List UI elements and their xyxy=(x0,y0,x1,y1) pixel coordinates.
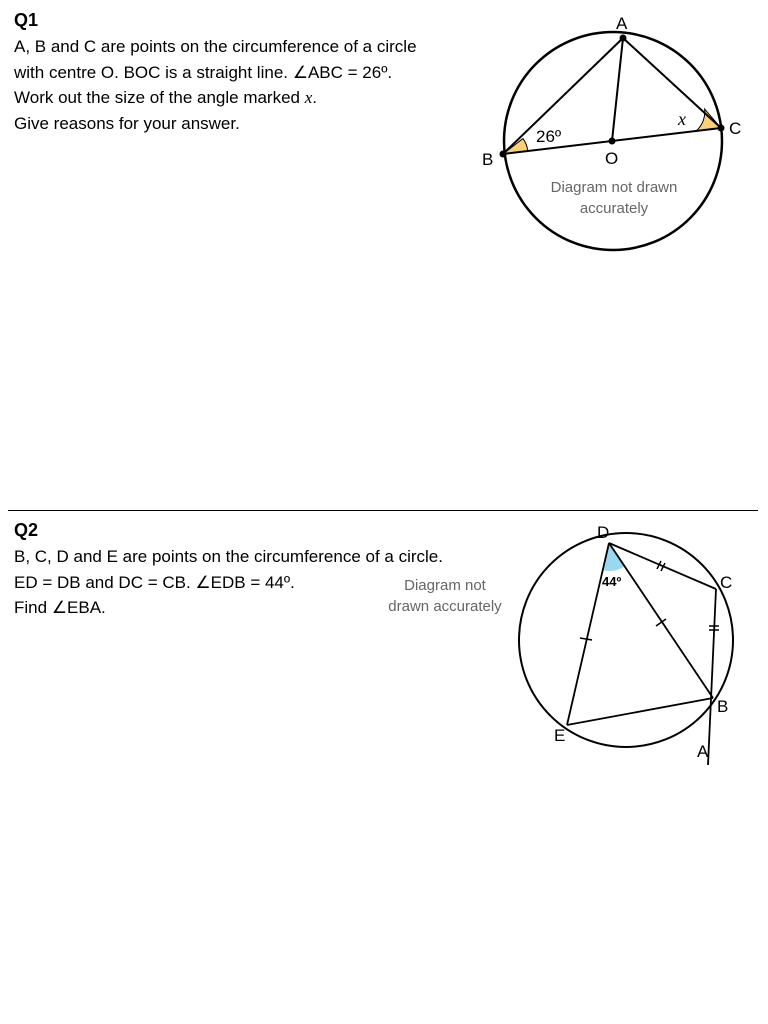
q1-label-b: B xyxy=(482,150,494,169)
q2-chord-de xyxy=(567,543,609,725)
q2-tick-de xyxy=(580,638,592,640)
q1-note-line-2: accurately xyxy=(579,200,649,217)
q1-heading: Q1 xyxy=(14,10,39,30)
q2-angle-d-label: 44º xyxy=(602,574,622,589)
q2-line-2: ED = DB and DC = CB. ∠EDB = 44º. xyxy=(14,572,295,592)
q2-line-1: B, C, D and E are points on the circumference of a circle. xyxy=(14,547,443,566)
q1-note-line-1: Diagram not drawn xyxy=(550,179,678,196)
q1-label-a: A xyxy=(616,14,628,33)
q1-angle-x-label: x xyxy=(678,109,686,129)
q2-chord-eb xyxy=(567,698,713,725)
q2-note-line-1: Diagram not xyxy=(404,577,486,594)
q2-angle-d-marker xyxy=(604,543,625,571)
q1-label-o: O xyxy=(605,149,619,168)
q2-label-e: E xyxy=(554,726,566,745)
q2-label-b: B xyxy=(717,697,729,716)
q1-line-3-text: Work out the size of the angle marked xyxy=(14,88,305,107)
q1-line-1: A, B and C are points on the circumference of a circle xyxy=(14,37,417,56)
q2-label-d: D xyxy=(597,523,610,542)
q2-line-cba xyxy=(708,589,716,765)
q2-label-c: C xyxy=(720,573,733,592)
q1-line-2: with centre O. BOC is a straight line. ∠ABC = 26º. xyxy=(14,62,393,82)
q1-angle-b-label: 26º xyxy=(536,127,562,146)
q2-line-3: Find ∠EBA. xyxy=(14,598,106,617)
q2-label-a: A xyxy=(697,742,709,761)
q2-heading: Q2 xyxy=(14,520,39,540)
q1-line-4: Give reasons for your answer. xyxy=(14,113,240,133)
q1-x-variable: x xyxy=(304,88,313,107)
q2-note-line-2: drawn accurately xyxy=(388,598,502,615)
q1-line-3-end: . xyxy=(312,88,318,107)
q1-label-c: C xyxy=(729,119,742,138)
